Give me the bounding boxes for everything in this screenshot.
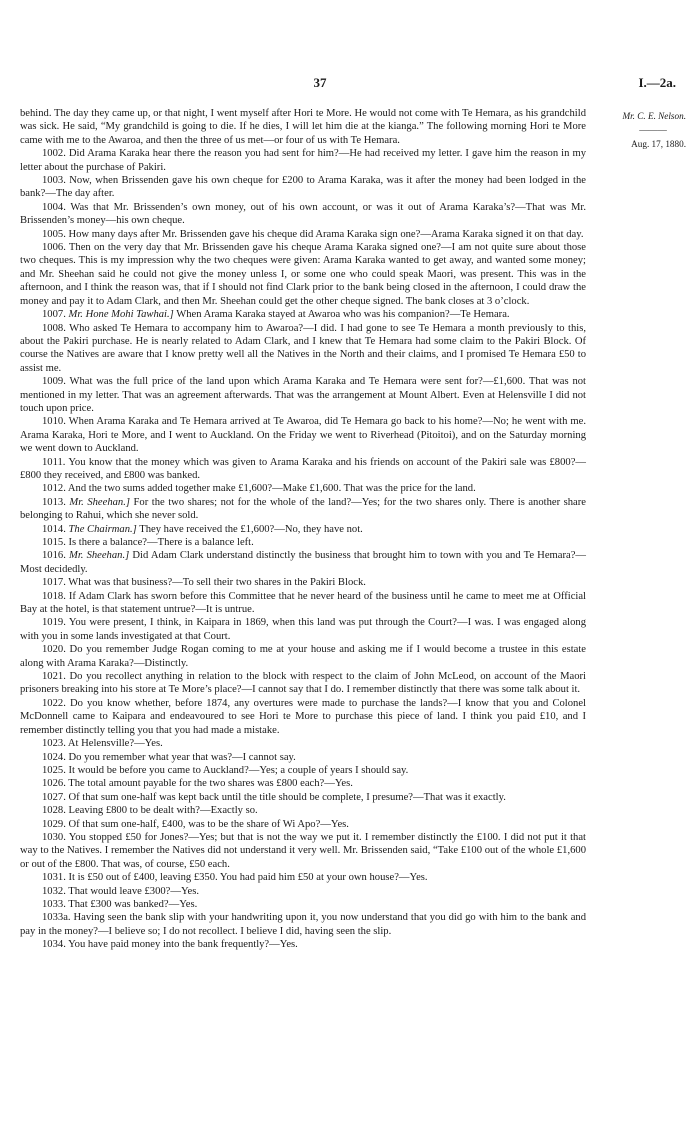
testimony-paragraph: 1024. Do you remember what year that was?—I cannot say.	[42, 751, 296, 763]
speaker-name: Mr. Hone Mohi Tawhai.]	[68, 309, 174, 321]
testimony-paragraph: 1012. And the two sums added together make £1,600?—Make £1,600. That was the price for the land.	[42, 483, 476, 495]
hearing-date: Aug. 17, 1880.	[631, 139, 686, 149]
testimony-paragraph	[20, 523, 586, 536]
testimony-paragraph: 1031. It is £50 out of £400, leaving £350. You had paid him £50 at your own house?—Yes.	[42, 872, 428, 884]
paragraph-text: They have received the £1,600?—No, they have not.	[136, 523, 363, 535]
testimony-paragraph: 1026. The total amount payable for the two shares was £800 each?—Yes.	[42, 778, 353, 790]
witness-name: Mr. C. E. Nelson.	[622, 111, 686, 121]
question-number: 1014.	[42, 523, 66, 535]
testimony-paragraph: 1020. Do you remember Judge Rogan coming to me at your house and asking me if I would become a trustee in this estate along with Arama Karaka?—Distinctly.	[20, 644, 586, 669]
testimony-paragraph: 1015. Is there a balance?—There is a balance left.	[42, 537, 254, 548]
testimony-paragraph: behind. The day they came up, or that night, I went myself after Hori te More. He would not come with Te Hemara, as his grandchild was sick. He said, “My grandchild is going to die. If he dies, I will let him die at the kianga.” The following morning Hori te More came with me to the Awaroa, and then the three of us met—or four of us with Te Hemara.	[20, 108, 586, 146]
testimony-paragraph	[20, 549, 586, 576]
testimony-paragraph: 1002. Did Arama Karaka hear there the reason you had sent for him?—He had received my letter. I gave him the reason in my letter about the purchase of Pakiri.	[20, 148, 586, 173]
testimony-paragraph: 1018. If Adam Clark has sworn before this Committee that he never heard of the business until he came to meet me at Official Bay at the hotel, is that statement untrue?—It is untrue.	[20, 590, 586, 616]
speaker-name: Mr. Sheehan.]	[69, 496, 130, 508]
document-reference: I.—2a.	[638, 75, 676, 90]
body-text	[20, 107, 586, 952]
testimony-paragraph: 1032. That would leave £300?—Yes.	[42, 885, 200, 897]
paragraph-text: Did Adam Clark understand distinctly the business that brought him to town with you and Te Hemara?—Most decidedly.	[20, 550, 586, 575]
testimony-paragraph: 1030. You stopped £50 for Jones?—Yes; but that is not the way we put it. I remember distinctly the £100. I did not put it that way to the Natives. I remember the Natives did not understand it very well. Mr. Brissenden said, “Take £100 out of the whole £1,600 or out of the £800. That was, of course, £50 each.	[20, 831, 586, 870]
testimony-paragraph: 1017. What was that business?—To sell their two shares in the Pakiri Block.	[42, 577, 366, 589]
testimony-paragraph: 1022. Do you know whether, before 1874, any overtures were made to purchase the lands?—I know that you and Colonel McDonnell came to Kaipara and endeavoured to see Hori te More to purchase this piece of land. I think you paid £10, and I remember distinctly telling you that you had made a mistake.	[20, 697, 586, 736]
testimony-paragraph: 1003. Now, when Brissenden gave his own cheque for £200 to Arama Karaka, was it after the money had been lodged in the bank?—The day after.	[20, 175, 586, 200]
testimony-paragraph: 1008. Who asked Te Hemara to accompany him to Awaroa?—I did. I had gone to see Te Hemara a month previously to this, about the Pakiri purchase. He is nearly related to Adam Clark, and I knew that Te Hemara had some claim to the Pakiri Block. Of course the Natives are aware that I know pretty well all the Natives in the North and their claims, and I promised Te Hemara £50 to assist me.	[20, 322, 586, 374]
testimony-paragraph: 1033. That £300 was banked?—Yes.	[42, 898, 198, 910]
speaker-name: The Chairman.]	[68, 523, 137, 535]
testimony-paragraph: 1028. Leaving £800 to be dealt with?—Exactly so.	[42, 805, 258, 817]
testimony-paragraph: 1004. Was that Mr. Brissenden’s own money, out of his own account, or was it out of Arama Karaka’s?—That was Mr. Brissenden’s money—his own cheque.	[20, 201, 586, 227]
testimony-paragraph: 1006. Then on the very day that Mr. Brissenden gave his cheque Arama Karaka signed one?—I am not quite sure about those two cheques. This is my impression why the two cheques were given: Arama Karaka wanted to get away, and wanted some money; and Mr. Sheehan said he could not give the money unless I, or some one who could speak Maori, was present. This was in the afternoon, and I think the reason was, that if I should not find Clark prior to the bank being closed in the afternoon, I could draw the money and pay it to Adam Clark, and then Mr. Sheehan could get the other cheque signed. The bank closes at 3 o’clock.	[20, 242, 586, 307]
testimony-paragraph: 1029. Of that sum one-half, £400, was to be the share of Wi Apo?—Yes.	[42, 818, 349, 830]
paragraph-text: For the two shares; not for the whole of the land?—Yes; for the two shares only. There is another share belonging to Rahui, which she never sold.	[20, 496, 586, 522]
question-number: 1007.	[42, 309, 66, 321]
testimony-paragraph: 1009. What was the full price of the land upon which Arama Karaka and Te Hemara were sent for?—£1,600. That was not mentioned in my letter. That was an agreement afterwards. That was the arrangement at Mount Albert. Even at Helensville I did not touch upon price.	[20, 376, 586, 414]
testimony-paragraph: 1010. When Arama Karaka and Te Hemara arrived at Te Awaroa, did Te Hemara go back to his home?—No; he went with me. Arama Karaka, Hori te More, and I went to Auckland. On the Friday we went to Riverhead (Pitoitoi), and on the Saturday morning we went down to Auckland.	[20, 416, 586, 455]
testimony-paragraph: 1027. Of that sum one-half was kept back until the title should be complete, I presume?—That was it exactly.	[42, 791, 506, 803]
testimony-paragraph	[20, 308, 586, 321]
testimony-paragraph: 1005. How many days after Mr. Brissenden gave his cheque did Arama Karaka sign one?—Arama Karaka signed it on that day.	[42, 228, 584, 240]
margin-note	[590, 109, 686, 151]
testimony-paragraph: 1033a. Having seen the bank slip with your handwriting upon it, you now understand that you did go with him to the bank and pay in the money?—I believe so; I do not recollect. I believe I did, having seen the slip.	[20, 912, 586, 937]
paragraph-text: When Arama Karaka stayed at Awaroa who was his companion?—Te Hemara.	[173, 309, 510, 321]
testimony-paragraph: 1019. You were present, I think, in Kaipara in 1869, when this land was put through the Court?—I was. I was engaged along with you in some lands investigated at that Court.	[20, 617, 586, 642]
testimony-paragraph: 1023. At Helensville?—Yes.	[42, 738, 163, 750]
question-number: 1013.	[42, 496, 66, 508]
testimony-paragraph: 1011. You know that the money which was given to Arama Karaka and his friends on account of the Pakiri sale was £800?—£800 they received, and £800 was banked.	[20, 456, 586, 481]
speaker-name: Mr. Sheehan.]	[69, 550, 130, 562]
testimony-paragraph	[20, 496, 586, 523]
page-number: 37	[313, 75, 327, 90]
question-number: 1016.	[42, 550, 66, 562]
margin-dash: ———	[639, 125, 667, 135]
testimony-paragraph: 1021. Do you recollect anything in relation to the block with respect to the claim of John McLeod, on account of the Maori prisoners breaking into his store at Te More’s place?—I cannot say that I do. I remember distinctly that there was some talk about it.	[20, 671, 586, 696]
testimony-paragraph: 1025. It would be before you came to Auckland?—Yes; a couple of years I should say.	[42, 764, 409, 776]
testimony-paragraph: 1034. You have paid money into the bank frequently?—Yes.	[42, 939, 298, 951]
